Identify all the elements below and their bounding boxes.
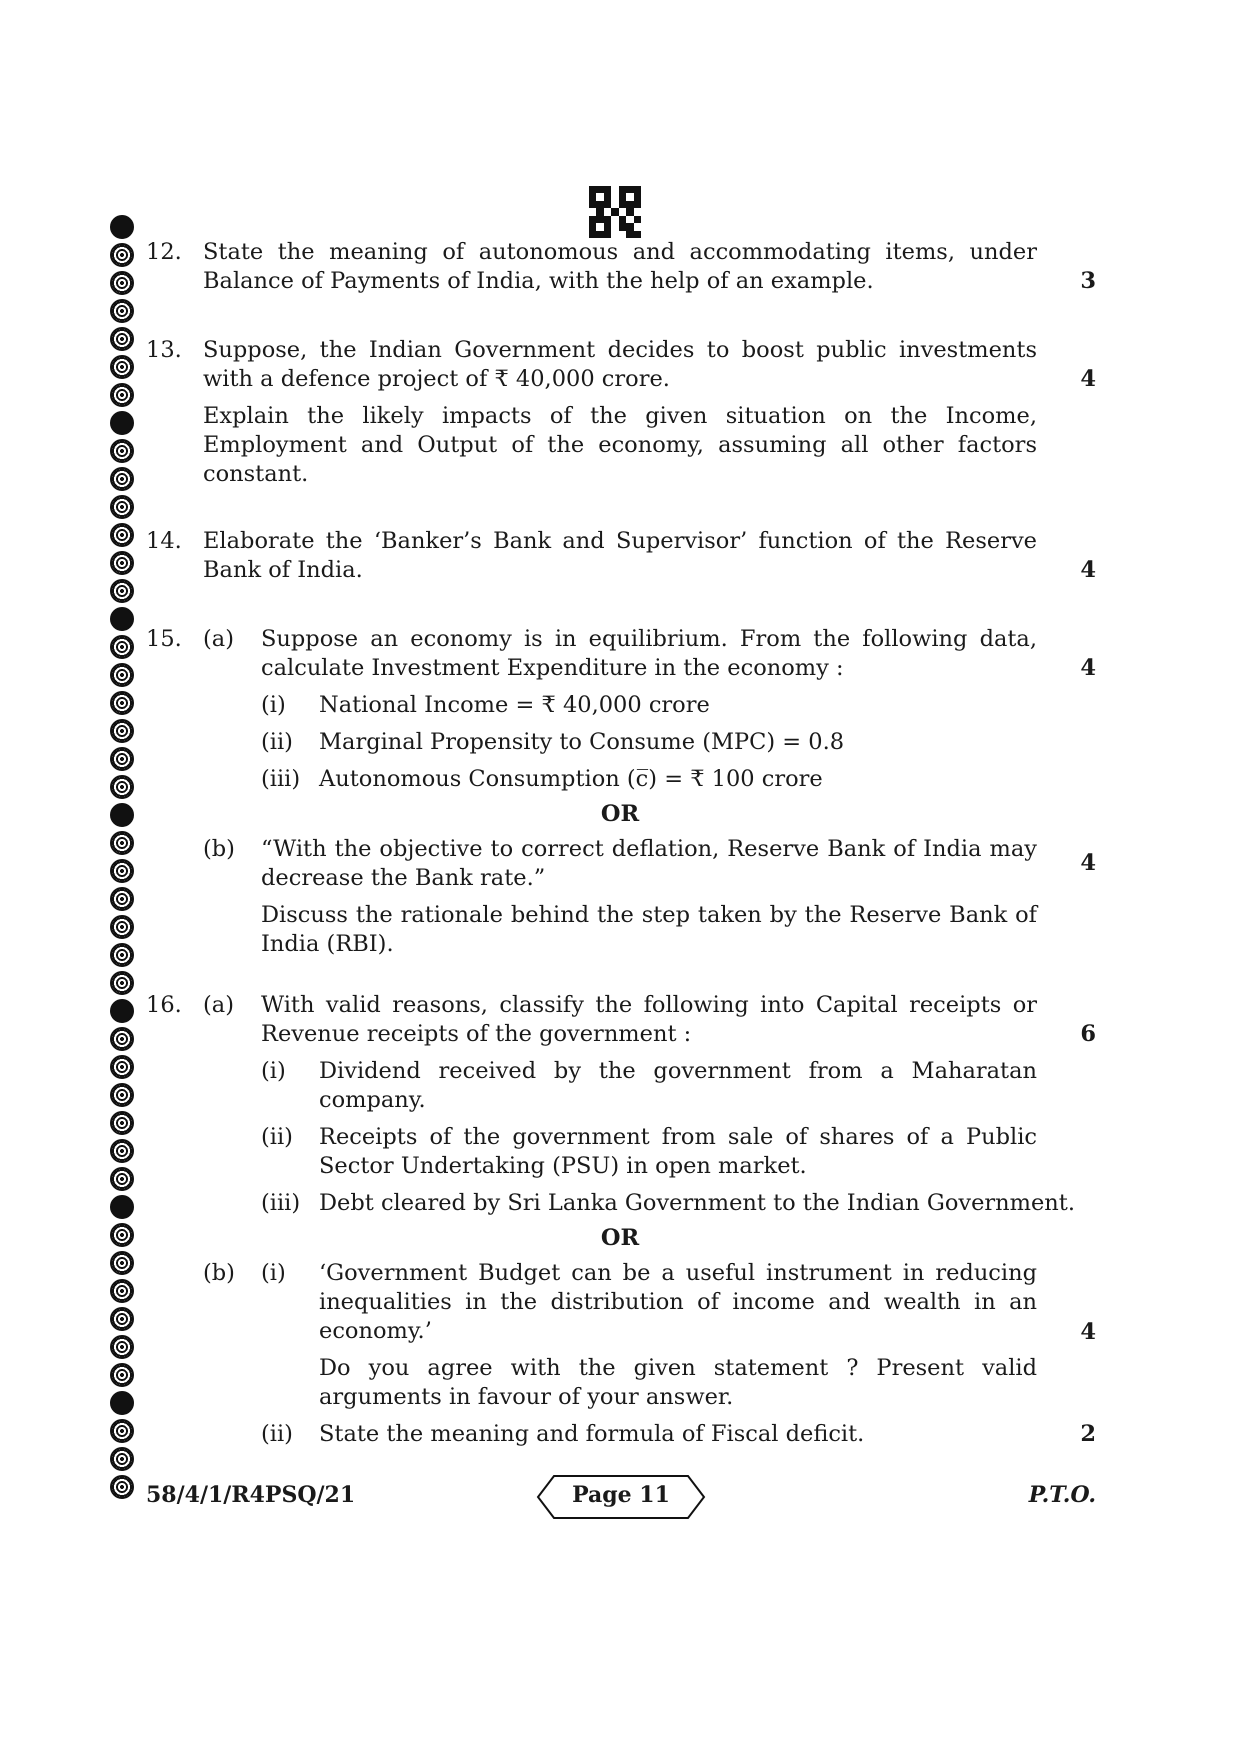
margin-ring bbox=[110, 607, 134, 631]
marks: 4 bbox=[1080, 850, 1096, 876]
margin-ring bbox=[110, 1363, 134, 1387]
margin-ring bbox=[110, 635, 134, 659]
margin-ring bbox=[110, 1083, 134, 1107]
part-a bbox=[203, 991, 1075, 1218]
margin-ring bbox=[110, 803, 134, 827]
list-item bbox=[261, 691, 1037, 720]
marks: 3 bbox=[1080, 268, 1096, 294]
margin-ring bbox=[110, 831, 134, 855]
part-text: Suppose an economy is in equilibrium. From the following data, calculate Investment Expenditure in the economy : bbox=[261, 626, 1037, 681]
margin-ring bbox=[110, 1391, 134, 1415]
part-text: With valid reasons, classify the following into Capital receipts or Revenue receipts of the government : bbox=[261, 992, 1037, 1047]
question-16 bbox=[146, 991, 1096, 1449]
list-item bbox=[261, 1189, 1075, 1218]
item-label: (ii) bbox=[261, 1124, 293, 1150]
margin-ring bbox=[110, 1195, 134, 1219]
list-item bbox=[261, 1259, 1037, 1412]
margin-ring bbox=[110, 1055, 134, 1079]
margin-ring bbox=[110, 215, 134, 239]
part-a bbox=[203, 625, 1037, 794]
margin-ring bbox=[110, 495, 134, 519]
item-text: ‘Government Budget can be a useful instrument in reducing inequalities in the distribution of income and wealth in an economy.’ bbox=[319, 1260, 1037, 1344]
part-b bbox=[203, 835, 1037, 959]
marks: 6 bbox=[1080, 1021, 1096, 1047]
page-number-badge bbox=[536, 1474, 706, 1520]
margin-ring bbox=[110, 1251, 134, 1275]
margin-ring bbox=[110, 411, 134, 435]
item-label: (i) bbox=[261, 1260, 286, 1286]
question-number: 16. bbox=[146, 992, 182, 1018]
margin-ring bbox=[110, 663, 134, 687]
part-label: (a) bbox=[203, 992, 234, 1018]
margin-ring bbox=[110, 1223, 134, 1247]
marks: 4 bbox=[1080, 557, 1096, 583]
list-item bbox=[261, 1057, 1037, 1115]
margin-ring bbox=[110, 859, 134, 883]
item-text: Receipts of the government from sale of shares of a Public Sector Undertaking (PSU) in open market. bbox=[319, 1124, 1037, 1179]
margin-ring bbox=[110, 747, 134, 771]
margin-ring bbox=[110, 1111, 134, 1135]
page-number: Page 11 bbox=[572, 1482, 670, 1508]
or-separator: OR bbox=[600, 1225, 640, 1251]
part-text: “With the objective to correct deflation, Reserve Bank of India may decrease the Bank rate.” bbox=[261, 836, 1037, 891]
margin-ring bbox=[110, 971, 134, 995]
margin-ring bbox=[110, 943, 134, 967]
margin-ring bbox=[110, 327, 134, 351]
margin-ring bbox=[110, 355, 134, 379]
margin-ring bbox=[110, 1335, 134, 1359]
question-15 bbox=[146, 625, 1096, 959]
list-item bbox=[261, 1420, 1037, 1449]
page-footer bbox=[146, 1474, 1096, 1518]
margin-ring bbox=[110, 1027, 134, 1051]
margin-ring bbox=[110, 299, 134, 323]
margin-ring-strip bbox=[110, 215, 136, 1515]
margin-ring bbox=[110, 383, 134, 407]
margin-ring bbox=[110, 1279, 134, 1303]
margin-ring bbox=[110, 1139, 134, 1163]
list-item bbox=[261, 1123, 1037, 1181]
margin-ring bbox=[110, 1167, 134, 1191]
item-label: (i) bbox=[261, 1058, 286, 1084]
margin-ring bbox=[110, 467, 134, 491]
paper-code: 58/4/1/R4PSQ/21 bbox=[146, 1482, 356, 1508]
item-text: Dividend received by the government from a Maharatan company. bbox=[319, 1058, 1037, 1113]
margin-ring bbox=[110, 579, 134, 603]
item-text: State the meaning and formula of Fiscal deficit. bbox=[319, 1421, 865, 1447]
marks: 4 bbox=[1080, 366, 1096, 392]
margin-ring bbox=[110, 1447, 134, 1471]
item-text: Autonomous Consumption (c̅) = ₹ 100 crore bbox=[319, 766, 823, 792]
question-12 bbox=[146, 238, 1096, 296]
question-number: 15. bbox=[146, 626, 182, 652]
question-text: Suppose, the Indian Government decides to boost public investments with a defence project of ₹ 40,000 crore. bbox=[203, 337, 1037, 392]
pto-label: P.T.O. bbox=[1028, 1482, 1096, 1508]
margin-ring bbox=[110, 551, 134, 575]
item-text: National Income = ₹ 40,000 crore bbox=[319, 692, 710, 718]
marks: 4 bbox=[1080, 1319, 1096, 1345]
question-number: 13. bbox=[146, 337, 182, 363]
margin-ring bbox=[110, 775, 134, 799]
item-label: (ii) bbox=[261, 729, 293, 755]
list-item bbox=[261, 728, 1037, 757]
margin-ring bbox=[110, 1475, 134, 1499]
item-label: (ii) bbox=[261, 1421, 293, 1447]
question-number: 12. bbox=[146, 239, 182, 265]
item-text: Marginal Propensity to Consume (MPC) = 0.8 bbox=[319, 729, 845, 755]
item-text-continued: Do you agree with the given statement ? Present valid arguments in favour of your answer. bbox=[319, 1355, 1037, 1410]
part-label: (a) bbox=[203, 626, 234, 652]
question-13 bbox=[146, 336, 1096, 489]
marks: 4 bbox=[1080, 655, 1096, 681]
question-14 bbox=[146, 527, 1096, 585]
qr-code bbox=[589, 186, 641, 238]
or-separator: OR bbox=[600, 801, 640, 827]
margin-ring bbox=[110, 523, 134, 547]
question-page bbox=[146, 238, 1096, 1449]
item-label: (iii) bbox=[261, 1190, 301, 1216]
margin-ring bbox=[110, 691, 134, 715]
part-label: (b) bbox=[203, 1260, 235, 1286]
part-b bbox=[203, 1259, 1037, 1449]
margin-ring bbox=[110, 1307, 134, 1331]
margin-ring bbox=[110, 999, 134, 1023]
question-text: Elaborate the ‘Banker’s Bank and Supervisor’ function of the Reserve Bank of India. bbox=[203, 528, 1037, 583]
margin-ring bbox=[110, 887, 134, 911]
question-text: State the meaning of autonomous and accommodating items, under Balance of Payments of India, with the help of an example. bbox=[203, 239, 1037, 294]
item-label: (i) bbox=[261, 692, 286, 718]
margin-ring bbox=[110, 439, 134, 463]
question-number: 14. bbox=[146, 528, 182, 554]
item-label: (iii) bbox=[261, 766, 301, 792]
margin-ring bbox=[110, 243, 134, 267]
item-text: Debt cleared by Sri Lanka Government to the Indian Government. bbox=[319, 1190, 1075, 1216]
part-text-continued: Discuss the rationale behind the step taken by the Reserve Bank of India (RBI). bbox=[261, 902, 1037, 957]
margin-ring bbox=[110, 915, 134, 939]
part-label: (b) bbox=[203, 836, 235, 862]
margin-ring bbox=[110, 271, 134, 295]
marks: 2 bbox=[1080, 1421, 1096, 1447]
question-text-continued: Explain the likely impacts of the given situation on the Income, Employment and Output of the economy, assuming all other factors constant. bbox=[203, 403, 1037, 487]
margin-ring bbox=[110, 719, 134, 743]
list-item bbox=[261, 765, 1037, 794]
margin-ring bbox=[110, 1419, 134, 1443]
